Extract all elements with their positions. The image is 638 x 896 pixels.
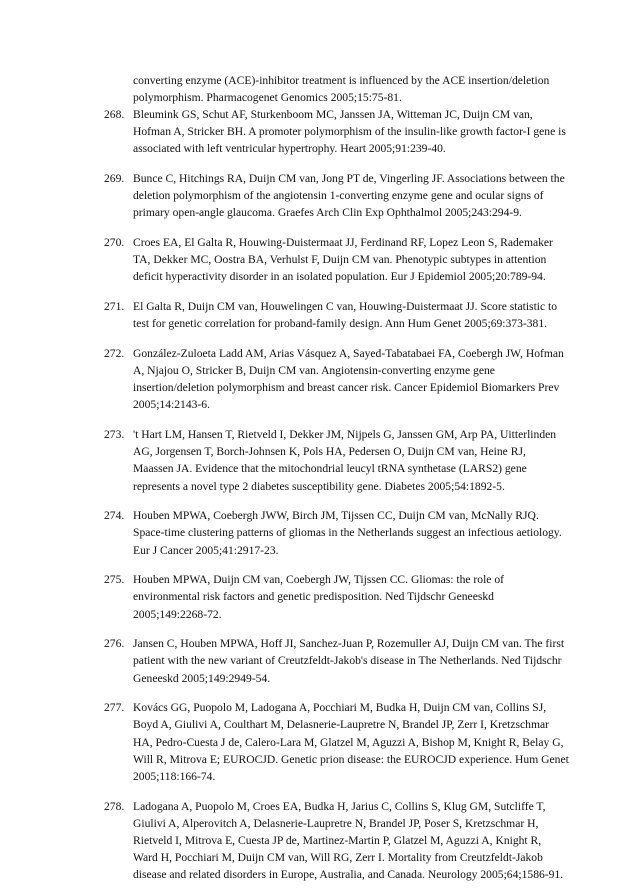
reference-list [104, 106, 574, 896]
reference-text-line: Ladogana A, Puopolo M, Croes EA, Budka H, Jarius C, Collins S, Klug GM, Sutcliffe T, [133, 799, 546, 813]
reference-text-line: insertion/deletion polymorphism and breast cancer risk. Cancer Epidemiol Biomarkers Prev [133, 381, 560, 395]
reference-text-line: Maassen JA. Evidence that the mitochondrial leucyl tRNA synthetase (LARS2) gene [133, 462, 527, 476]
reference-number: 274. [104, 509, 125, 523]
reference-text-line: associated with left ventricular hypertrophy. Heart 2005;91:239-40. [133, 142, 446, 156]
reference-text-line: Jansen C, Houben MPWA, Hoff JI, Sanchez-Juan P, Rozemuller AJ, Duijn CM van. The first [133, 637, 565, 651]
reference-text-line: 2005;14:2143-6. [133, 398, 210, 412]
reference-text-line: 2005;118:166-74. [133, 770, 216, 784]
reference-text [133, 798, 574, 884]
reference-text-line: Houben MPWA, Duijn CM van, Coebergh JW, Tijssen CC. Gliomas: the role of [133, 573, 505, 587]
reference-text-line: converting enzyme (ACE)-inhibitor treatment is influenced by the ACE insertion/deletion [133, 74, 550, 87]
reference-text [133, 298, 574, 332]
reference-text-line: Will R, Mitrova E; EUROCJD. Genetic prion disease: the EUROCJD experience. Hum Genet [133, 752, 569, 766]
reference-text-line: 't Hart LM, Hansen T, Rietveld I, Dekker JM, Nijpels G, Janssen GM, Arp PA, Uitterlinden [133, 428, 557, 441]
reference-text-line: disease and related disorders in Europe, Australia, and Canada. Neurology 2005;64;1586-91. [133, 868, 564, 882]
reference-text-line: Bunce C, Hitchings RA, Duijn CM van, Jong PT de, Vingerling JF. Associations between the [133, 172, 565, 185]
reference-text-line: Geneeskd 2005;149:2949-54. [133, 671, 271, 685]
reference-entry [104, 345, 574, 414]
reference-text-line: Eur J Cancer 2005;41:2917-23. [133, 543, 279, 557]
reference-number: 270. [104, 236, 125, 249]
reference-text-line: patient with the new variant of Creutzfeldt-Jakob's disease in The Netherlands. Ned Tijdschr [133, 654, 562, 668]
reference-text-line: deletion polymorphism of the angiotensin 1-converting enzyme gene and ocular signs of [133, 189, 544, 203]
reference-text-line: polymorphism. Pharmacogenet Genomics 2005;15:75-81. [133, 91, 402, 105]
reference-text-line: Hofman A, Stricker BH. A promoter polymorphism of the insulin-like growth factor-I gene is [133, 125, 566, 139]
reference-number: 272. [104, 346, 125, 360]
reference-entry [104, 571, 574, 623]
reference-number: 268. [104, 108, 125, 121]
reference-text-line: AG, Jorgensen T, Borch-Johnsen K, Pols HA, Pedersen O, Duijn CM van, Heine RJ, [133, 445, 526, 459]
reference-text [133, 699, 574, 785]
reference-text [133, 170, 574, 222]
reference-text-line: Boyd A, Giulivi A, Coulthart M, Delasnerie-Laupretre N, Brandel JP, Zerr I, Kretzschmar [133, 718, 549, 732]
reference-text-line: HA, Pedro-Cuesta J de, Calero-Lara M, Glatzel M, Aguzzi A, Bishop M, Knight R, Belay G, [133, 735, 564, 749]
reference-text [133, 571, 574, 623]
reference-entry [104, 170, 574, 222]
reference-text-line: Kovács GG, Puopolo M, Ladogana A, Pocchiari M, Budka H, Duijn CM van, Collins SJ, [133, 701, 547, 715]
reference-number: 269. [104, 172, 125, 185]
reference-text [133, 106, 574, 158]
reference-text-line: 2005;149:2268-72. [133, 607, 222, 621]
reference-entry [104, 798, 574, 884]
reference-entry [104, 234, 574, 286]
reference-entry [104, 635, 574, 687]
reference-number: 278. [104, 799, 125, 813]
reference-text-line: Space-time clustering patterns of gliomas in the Netherlands suggest an infectious aetiology. [133, 526, 562, 540]
reference-text [133, 345, 574, 414]
reference-text-line: Croes EA, El Galta R, Houwing-Duistermaat JJ, Ferdinand RF, Lopez Leon S, Rademaker [133, 236, 553, 249]
reference-text-line: primary open-angle glaucoma. Graefes Arch Clin Exp Ophthalmol 2005;243:294-9. [133, 206, 522, 220]
reference-number: 275. [104, 573, 125, 587]
reference-text-line: test for genetic correlation for proband-family design. Ann Hum Genet 2005;69:373-381. [133, 317, 548, 331]
reference-entry [104, 106, 574, 158]
reference-text [133, 234, 574, 286]
reference-text [133, 507, 574, 559]
reference-text-line: environmental risk factors and genetic predisposition. Ned Tijdschr Geneeskd [133, 590, 494, 604]
reference-text-line: TA, Dekker MC, Oostra BA, Verhulst F, Duijn CM van. Phenotypic subtypes in attention [133, 253, 547, 267]
reference-entry [104, 298, 574, 332]
reference-text-line: El Galta R, Duijn CM van, Houwelingen C van, Houwing-Duistermaat JJ. Score statistic to [133, 300, 558, 313]
reference-entry [104, 699, 574, 785]
reference-entry [104, 426, 574, 495]
reference-number: 277. [104, 701, 125, 715]
reference-text [133, 635, 574, 687]
reference-text-line: Bleumink GS, Schut AF, Sturkenboom MC, Janssen JA, Witteman JC, Duijn CM van, [133, 108, 533, 121]
reference-number: 276. [104, 637, 125, 651]
reference-text-line: Giulivi A, Alperovitch A, Delasnerie-Laupretre N, Brandel JP, Poser S, Kretzschmar H, [133, 816, 539, 830]
reference-text-line: A, Njajou O, Stricker B, Duijn CM van. Angiotensin-converting enzyme gene [133, 364, 495, 377]
reference-entry [104, 507, 574, 559]
reference-text-line: represents a novel type 2 diabetes susceptibility gene. Diabetes 2005;54:1892-5. [133, 479, 505, 493]
reference-text-line: González-Zuloeta Ladd AM, Arias Vásquez A, Sayed-Tabatabaei FA, Coebergh JW, Hofman [133, 346, 564, 360]
reference-continuation [133, 72, 573, 106]
reference-text [133, 426, 574, 495]
reference-text-line: Rietveld I, Mitrova E, Cuesta JP de, Martinez-Martin P, Glatzel M, Aguzzi A, Knight R, [133, 834, 542, 848]
reference-text-line: Ward H, Pocchiari M, Duijn CM van, Will RG, Zerr I. Mortality from Creutzfeldt-Jakob [133, 851, 543, 865]
reference-text-line: deficit hyperactivity disorder in an isolated population. Eur J Epidemiol 2005;20:789-94. [133, 270, 546, 284]
reference-text-line: Houben MPWA, Coebergh JWW, Birch JM, Tijssen CC, Duijn CM van, McNally RJQ. [133, 509, 539, 523]
reference-number: 271. [104, 300, 125, 313]
reference-number: 273. [104, 428, 125, 441]
